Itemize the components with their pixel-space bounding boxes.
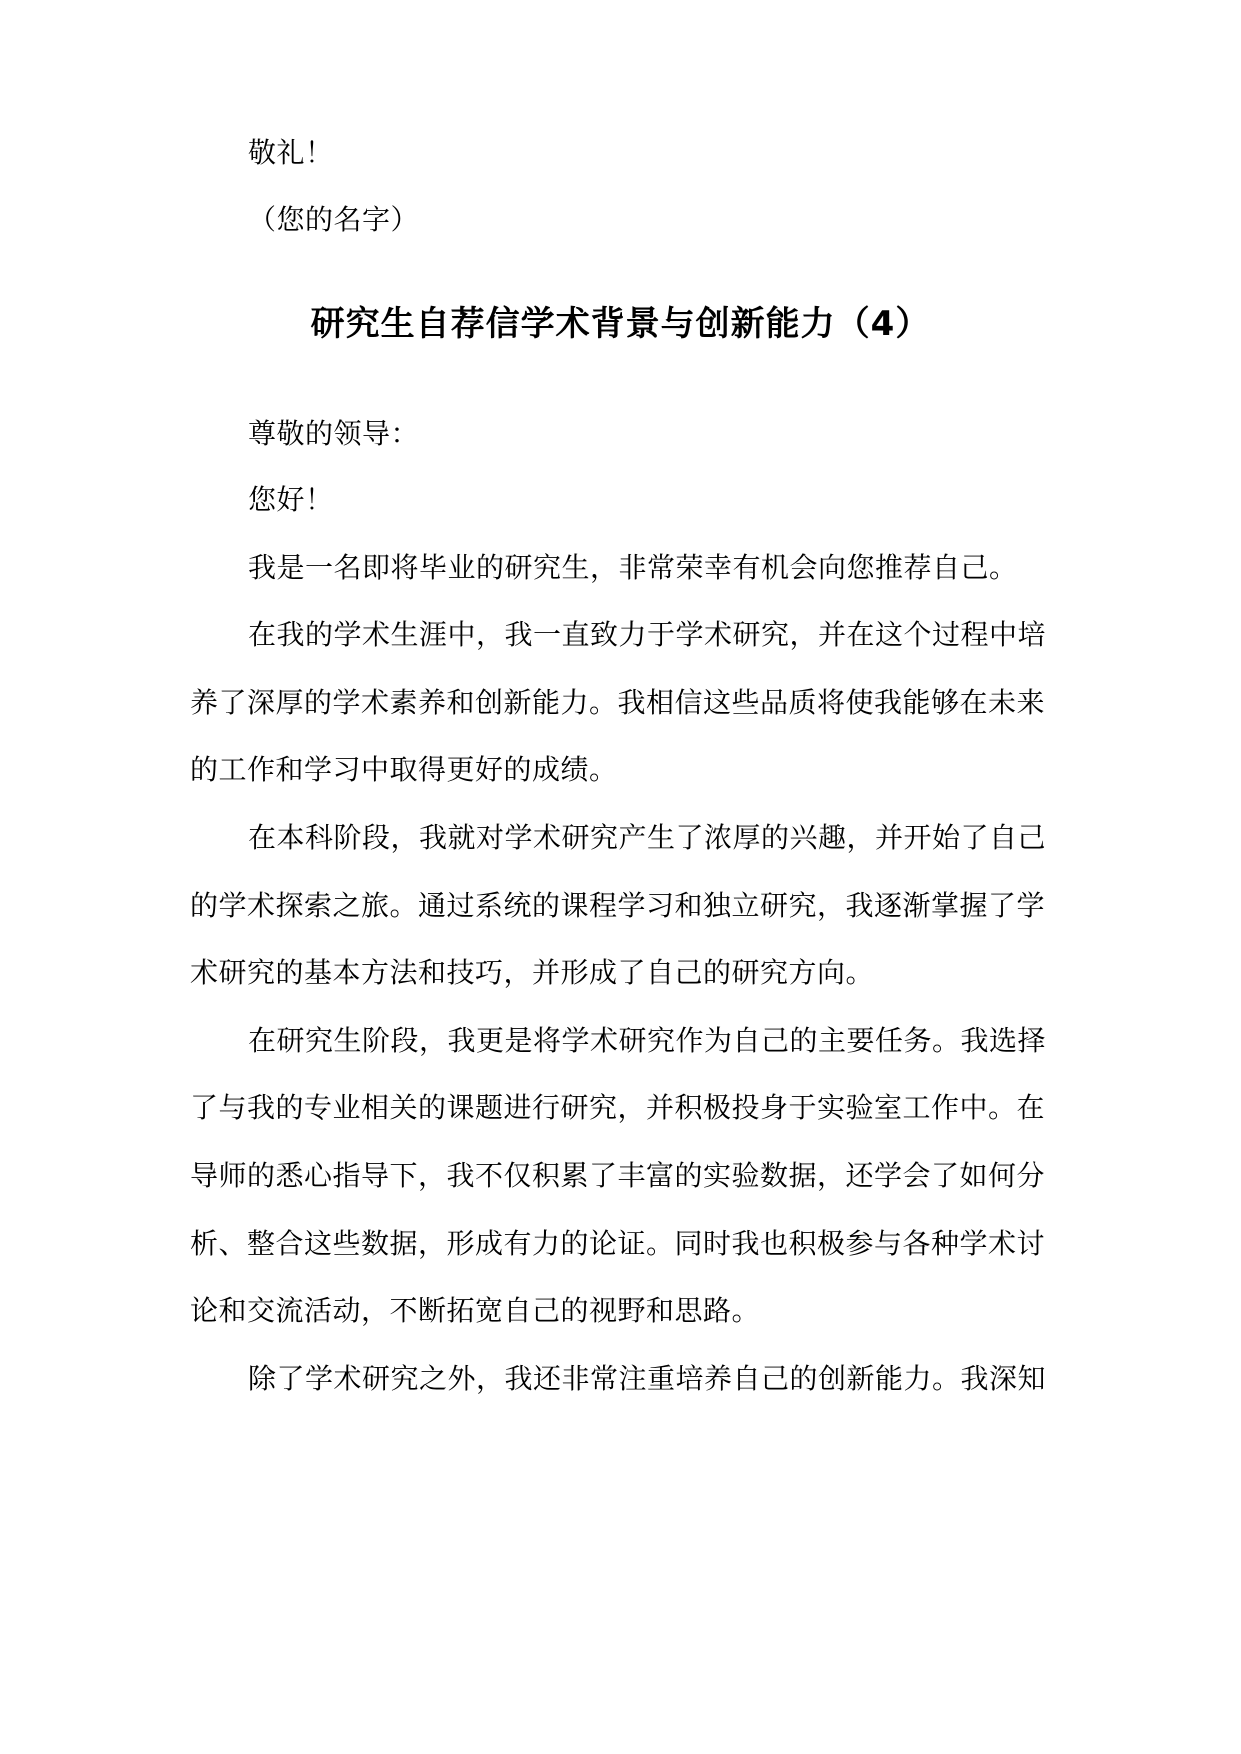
body-line: 术研究的基本方法和技巧，并形成了自己的研究方向。 bbox=[190, 956, 875, 989]
body-line: 养了深厚的学术素养和创新能力。我相信这些品质将使我能够在未来 bbox=[190, 686, 1046, 719]
body-line: 的学术探索之旅。通过系统的课程学习和独立研究，我逐渐掌握了学 bbox=[190, 889, 1046, 922]
body-line: 论和交流活动，不断拓宽自己的视野和思路。 bbox=[190, 1294, 761, 1327]
document-title: 研究生自荐信学术背景与创新能力（4） bbox=[310, 304, 931, 344]
greeting-recipient: 尊敬的领导： bbox=[248, 417, 420, 450]
body-line: 了与我的专业相关的课题进行研究，并积极投身于实验室工作中。在 bbox=[190, 1091, 1046, 1124]
body-line: 在我的学术生涯中，我一直致力于学术研究，并在这个过程中培 bbox=[248, 618, 1047, 651]
closing-signature: （您的名字） bbox=[248, 203, 420, 236]
body-line: 在本科阶段，我就对学术研究产生了浓厚的兴趣，并开始了自己 bbox=[248, 821, 1047, 854]
body-line: 的工作和学习中取得更好的成绩。 bbox=[190, 753, 618, 786]
body-line: 导师的悉心指导下，我不仅积累了丰富的实验数据，还学会了如何分 bbox=[190, 1159, 1046, 1192]
body-line: 我是一名即将毕业的研究生，非常荣幸有机会向您推荐自己。 bbox=[248, 551, 1018, 584]
greeting-hello: 您好！ bbox=[248, 483, 334, 516]
closing-salutation: 敬礼！ bbox=[248, 136, 334, 169]
body-line: 析、整合这些数据，形成有力的论证。同时我也积极参与各种学术讨 bbox=[190, 1227, 1046, 1260]
body-line: 除了学术研究之外，我还非常注重培养自己的创新能力。我深知 bbox=[248, 1362, 1047, 1395]
body-line: 在研究生阶段，我更是将学术研究作为自己的主要任务。我选择 bbox=[248, 1024, 1047, 1057]
